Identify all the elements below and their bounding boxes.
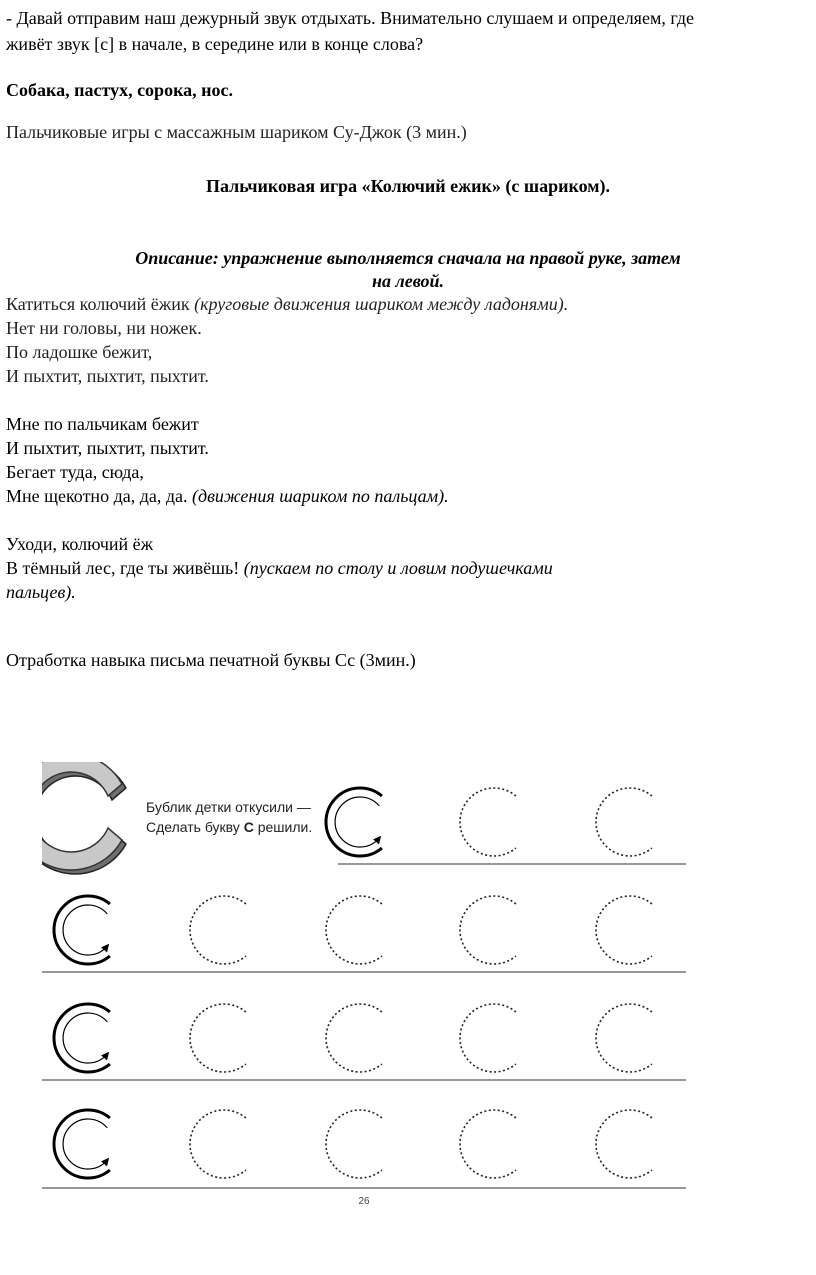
letter-c-dotted-icon <box>596 896 652 964</box>
letter-c-dotted-icon <box>190 1110 246 1178</box>
poem-line-6: И пыхтит, пыхтит, пыхтит. <box>6 438 209 458</box>
poem-line-7: Бегает туда, сюда, <box>6 462 144 482</box>
letter-c-dotted-icon <box>460 896 516 964</box>
poem-line-2: Нет ни головы, ни ножек. <box>6 318 202 338</box>
game-title: Пальчиковая игра «Колючий ежик» (с шариком). <box>206 176 610 196</box>
letter-c-dotted-icon <box>326 896 382 964</box>
caption-line-1: Бублик детки откусили — <box>146 799 311 815</box>
poem-line-10-note: (пускаем по столу и ловим подушечками <box>243 558 553 578</box>
letter-c-dotted-icon <box>596 788 652 856</box>
letter-c-dotted-icon <box>326 1110 382 1178</box>
caption-line-2-a: Сделать букву <box>146 819 244 835</box>
caption-letter: С <box>243 819 254 835</box>
letter-c-dotted-icon <box>190 896 246 964</box>
letter-grid <box>54 788 652 1178</box>
poem-line-8-text: Мне щекотно да, да, да. <box>6 486 193 506</box>
poem-line-8 <box>6 484 449 508</box>
caption-line-2-b: решили. <box>253 819 313 835</box>
letter-c-worksheet <box>42 762 692 1212</box>
writing-task: Отработка навыка письма печатной буквы Сс (3мин.) <box>6 650 416 670</box>
caption-line-2 <box>146 819 312 835</box>
poem-line-1-note: (круговые движения шариком между ладонями). <box>194 294 569 314</box>
poem-line-3: По ладошке бежит, <box>6 342 153 362</box>
games-heading: Пальчиковые игры с массажным шариком Су-Джок (3 мин.) <box>6 122 467 142</box>
poem-line-10 <box>6 556 553 580</box>
poem-line-9: Уходи, колючий ёж <box>6 534 154 554</box>
poem-line-5: Мне по пальчикам бежит <box>6 414 199 434</box>
letter-c-sample-icon <box>54 1110 110 1178</box>
letter-c-dotted-icon <box>596 1110 652 1178</box>
letter-c-dotted-icon <box>460 1004 516 1072</box>
page-number: 26 <box>358 1196 370 1207</box>
poem-line-11: пальцев). <box>6 582 76 602</box>
poem-line-4: И пыхтит, пыхтит, пыхтит. <box>6 366 209 386</box>
letter-c-dotted-icon <box>596 1004 652 1072</box>
letter-c-dotted-icon <box>326 1004 382 1072</box>
letter-c-dotted-icon <box>460 788 516 856</box>
description-line-1: Описание: упражнение выполняется сначала на правой руке, затем <box>135 248 681 268</box>
letter-c-sample-icon <box>54 896 110 964</box>
description-line-2: на левой. <box>371 271 445 291</box>
poem-line-10-text: В тёмный лес, где ты живёшь! <box>6 558 244 578</box>
big-letter-c-icon <box>42 762 126 874</box>
intro-line-1: - Давай отправим наш дежурный звук отдыхать. Внимательно слушаем и определяем, где <box>6 8 694 28</box>
letter-c-dotted-icon <box>460 1110 516 1178</box>
letter-c-dotted-icon <box>190 1004 246 1072</box>
letter-c-sample-icon <box>326 788 382 856</box>
baselines <box>42 864 686 1188</box>
words-list: Собака, пастух, сорока, нос. <box>6 80 234 100</box>
poem-line-1-text: Катиться колючий ёжик <box>6 294 195 314</box>
poem-line-1 <box>6 292 568 316</box>
poem-line-8-note: (движения шариком по пальцам). <box>192 486 449 506</box>
letter-c-sample-icon <box>54 1004 110 1072</box>
intro-line-2: живёт звук [с] в начале, в середине или в конце слова? <box>6 34 424 54</box>
